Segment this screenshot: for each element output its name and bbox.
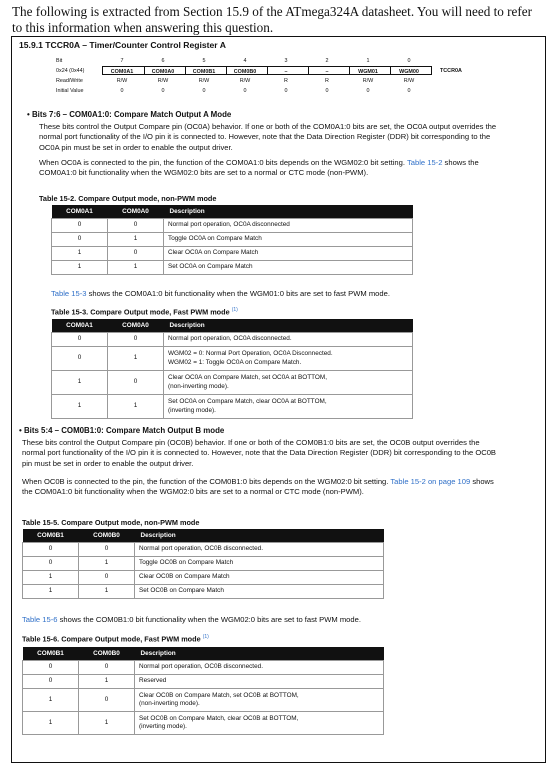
- bit-name: COM0A0: [151, 68, 175, 75]
- table-cell: 0: [52, 233, 108, 247]
- register-name: TCCR0A: [440, 68, 462, 74]
- table-cell: 0: [108, 247, 164, 261]
- table-cell: 0: [52, 347, 108, 371]
- table-15-3-link[interactable]: Table 15-3: [51, 289, 87, 298]
- table-row: [23, 557, 384, 571]
- bit-number: 4: [243, 58, 247, 64]
- column-header: COM0B1: [23, 647, 79, 661]
- bit-name: COM0B0: [233, 68, 257, 75]
- column-header: COM0A0: [108, 205, 164, 219]
- table-header-row: [23, 647, 384, 661]
- table-cell: 0: [108, 219, 164, 233]
- table-row: [52, 247, 413, 261]
- column-header: Description: [164, 205, 413, 219]
- column-header: Description: [164, 319, 413, 333]
- bit-name: WGM01: [358, 68, 378, 75]
- table-15-6-caption-text: Table 15-6. Compare Output mode, Fast PWM mode: [22, 634, 201, 644]
- bit-number: 5: [202, 58, 206, 64]
- sec-b-para-3: [22, 615, 504, 625]
- table-cell: 1: [52, 261, 108, 275]
- bit-row-label: Bit: [56, 58, 63, 64]
- table-row: [23, 585, 384, 599]
- table-header-row: [52, 205, 413, 219]
- bit-initial: 0: [161, 88, 165, 94]
- table-cell: 0: [23, 557, 79, 571]
- table-cell: Clear OC0A on Compare Match, set OC0A at BOTTOM, (non-inverting mode).: [164, 371, 413, 395]
- table-15-5-caption: Table 15-5. Compare Output mode, non-PWM mode: [22, 518, 200, 527]
- table-row: [52, 347, 413, 371]
- table-cell: 1: [52, 247, 108, 261]
- bit-access: R/W: [198, 78, 210, 84]
- table-15-6-link[interactable]: Table 15-6: [22, 615, 58, 624]
- table-cell: 1: [108, 395, 164, 419]
- column-header: COM0A1: [52, 319, 108, 333]
- table-row: [23, 675, 384, 689]
- table-cell: 1: [23, 585, 79, 599]
- intro-text: The following is extracted from Section 15.9 of the ATmega324A datasheet. You will need to refer to this information when answering this question.: [12, 4, 533, 35]
- table-cell: Set OC0A on Compare Match, clear OC0A at BOTTOM, (inverting mode).: [164, 395, 413, 419]
- table-cell: 0: [108, 333, 164, 347]
- table-cell: Toggle OC0B on Compare Match: [135, 557, 384, 571]
- table-15-6-caption: [22, 634, 209, 643]
- table-row: [52, 395, 413, 419]
- table-cell: Set OC0A on Compare Match: [164, 261, 413, 275]
- table-15-6-footnote-ref: (1): [202, 634, 209, 640]
- bit-initial: 0: [243, 88, 247, 94]
- table-15-2-page-link[interactable]: Table 15-2 on page 109: [390, 477, 471, 486]
- bit-number: 7: [120, 58, 124, 64]
- table-row: [23, 661, 384, 675]
- section-heading: 15.9.1 TCCR0A – Timer/Counter Control Register A: [19, 40, 226, 50]
- table-cell: 1: [79, 712, 135, 735]
- column-header: COM0A1: [52, 205, 108, 219]
- bit-access: R: [325, 78, 329, 84]
- bit-access: R/W: [403, 78, 415, 84]
- table-cell: 0: [108, 371, 164, 395]
- bit-number: 3: [284, 58, 288, 64]
- bit-initial: 0: [284, 88, 288, 94]
- bit-name: COM0A1: [110, 68, 134, 75]
- sec-a-para-1: These bits control the Output Compare pin (OC0A) behavior. If one or both of the COM0A1:0 bits are set, the OC0A output overrides the normal port functionality of the I/O pin it is connected to. However, note that the Data Direction Register (DDR) bit corresponding to the OC0A pin must be set in order to enable the output driver.: [39, 122, 497, 152]
- sec-a-para-3: [51, 289, 501, 299]
- table-row: [23, 543, 384, 557]
- address-label: 0x24 (0x44): [56, 68, 85, 74]
- table-cell: Toggle OC0A on Compare Match: [164, 233, 413, 247]
- bit-initial: 0: [325, 88, 329, 94]
- table-cell: 0: [79, 689, 135, 712]
- table-cell: 1: [23, 689, 79, 712]
- sec-a-para-2: [39, 158, 505, 179]
- table-cell: 1: [23, 712, 79, 735]
- table-cell: 1: [23, 571, 79, 585]
- bits-7-6-heading: • Bits 7:6 – COM0A1:0: Compare Match Output A Mode: [27, 110, 232, 119]
- column-header: COM0A0: [108, 319, 164, 333]
- table-15-5: [22, 529, 384, 599]
- column-header: Description: [135, 647, 384, 661]
- bit-initial: 0: [120, 88, 124, 94]
- sec-b-para-2-rest: shows the COM0A1:0 bit functionality when the WGM02:0 bits are set to a normal or CTC mode (non-PWM).: [22, 477, 494, 497]
- table-cell: 0: [23, 661, 79, 675]
- table-cell: Clear OC0B on Compare Match: [135, 571, 384, 585]
- initial-label: Initial Value: [56, 88, 84, 94]
- sec-a-para-2-rest: shows the COM0A1:0 bit functionality when the WGM02:0 bits are set to a normal or CTC mode (non-PWM).: [39, 158, 479, 178]
- bit-name: –: [325, 68, 329, 75]
- table-row: [52, 219, 413, 233]
- table-row: [52, 371, 413, 395]
- table-cell: Reserved: [135, 675, 384, 689]
- table-cell: 0: [52, 333, 108, 347]
- table-row: [23, 571, 384, 585]
- table-cell: 1: [79, 557, 135, 571]
- table-cell: Normal port operation, OC0A disconnected: [164, 219, 413, 233]
- column-header: Description: [135, 529, 384, 543]
- bit-access: R/W: [239, 78, 251, 84]
- sec-b-para-2-text: When OC0B is connected to the pin, the function of the COM0B1:0 bits depends on the WGM02:0 bit setting.: [22, 477, 389, 486]
- table-cell: 0: [79, 571, 135, 585]
- bit-initial: 0: [202, 88, 206, 94]
- bit-initial: 0: [366, 88, 370, 94]
- table-cell: Normal port operation, OC0B disconnected.: [135, 661, 384, 675]
- table-15-2: [51, 205, 413, 275]
- bit-name: –: [284, 68, 288, 75]
- table-cell: Clear OC0A on Compare Match: [164, 247, 413, 261]
- bits-5-4-heading: • Bits 5:4 – COM0B1:0: Compare Match Output B mode: [19, 426, 225, 435]
- table-15-3: [51, 319, 413, 419]
- bit-name: COM0B1: [192, 68, 216, 75]
- table-cell: Set OC0B on Compare Match: [135, 585, 384, 599]
- table-cell: Normal port operation, OC0B disconnected.: [135, 543, 384, 557]
- table-row: [23, 712, 384, 735]
- bit-number: 1: [366, 58, 370, 64]
- bit-initial: 0: [407, 88, 411, 94]
- table-15-3-footnote-ref: (1): [231, 307, 238, 313]
- bit-name: WGM00: [399, 68, 419, 75]
- table-cell: 0: [79, 543, 135, 557]
- access-label: Read/Write: [56, 78, 83, 84]
- sec-a-para-3-text: shows the COM0A1:0 bit functionality when the WGM01:0 bits are set to fast PWM mode.: [86, 289, 390, 298]
- table-cell: Normal port operation, OC0A disconnected.: [164, 333, 413, 347]
- table-header-row: [52, 319, 413, 333]
- sec-b-para-1: These bits control the Output Compare pin (OC0B) behavior. If one or both of the COM0B1:0 bits are set, the OC0B output overrides the normal port functionality of the I/O pin it is connected to. However, note that the Data Direction Register (DDR) bit corresponding to the OC0B pin must be set in order to enable the output driver.: [22, 438, 496, 468]
- table-row: [52, 261, 413, 275]
- bit-number: 6: [161, 58, 165, 64]
- table-header-row: [23, 529, 384, 543]
- table-15-2-caption: Table 15-2. Compare Output mode, non-PWM mode: [39, 194, 217, 203]
- table-cell: 1: [108, 233, 164, 247]
- table-cell: 1: [108, 347, 164, 371]
- table-row: [52, 233, 413, 247]
- table-cell: 1: [52, 395, 108, 419]
- table-cell: 0: [79, 661, 135, 675]
- table-15-6: [22, 647, 384, 735]
- table-cell: 0: [52, 219, 108, 233]
- table-cell: 0: [23, 543, 79, 557]
- column-header: COM0B1: [23, 529, 79, 543]
- table-15-3-caption: [51, 307, 238, 316]
- table-cell: 0: [23, 675, 79, 689]
- table-cell: 1: [79, 675, 135, 689]
- sec-b-para-3-text: shows the COM0B1:0 bit functionality when the WGM02:0 bits are set to fast PWM mode.: [57, 615, 361, 624]
- table-cell: 1: [79, 585, 135, 599]
- column-header: COM0B0: [79, 647, 135, 661]
- bit-access: R: [284, 78, 288, 84]
- sec-b-para-2: [22, 477, 504, 498]
- sec-a-para-2-text: When OC0A is connected to the pin, the function of the COM0A1:0 bits depends on the WGM02:0 bit setting.: [39, 158, 405, 167]
- table-cell: 1: [52, 371, 108, 395]
- table-cell: WGM02 = 0: Normal Port Operation, OC0A Disconnected. WGM02 = 1: Toggle OC0A on Compare Match.: [164, 347, 413, 371]
- bit-access: R/W: [116, 78, 128, 84]
- bit-access: R/W: [362, 78, 374, 84]
- bit-number: 2: [325, 58, 329, 64]
- table-cell: Set OC0B on Compare Match, clear OC0B at BOTTOM, (inverting mode).: [135, 712, 384, 735]
- table-15-3-caption-text: Table 15-3. Compare Output mode, Fast PWM mode: [51, 307, 230, 317]
- table-row: [23, 689, 384, 712]
- table-cell: 1: [108, 261, 164, 275]
- bit-number: 0: [407, 58, 411, 64]
- table-15-2-link[interactable]: Table 15-2: [406, 158, 443, 167]
- column-header: COM0B0: [79, 529, 135, 543]
- table-cell: Clear OC0B on Compare Match, set OC0B at BOTTOM, (non-inverting mode).: [135, 689, 384, 712]
- bit-access: R/W: [157, 78, 169, 84]
- table-row: [52, 333, 413, 347]
